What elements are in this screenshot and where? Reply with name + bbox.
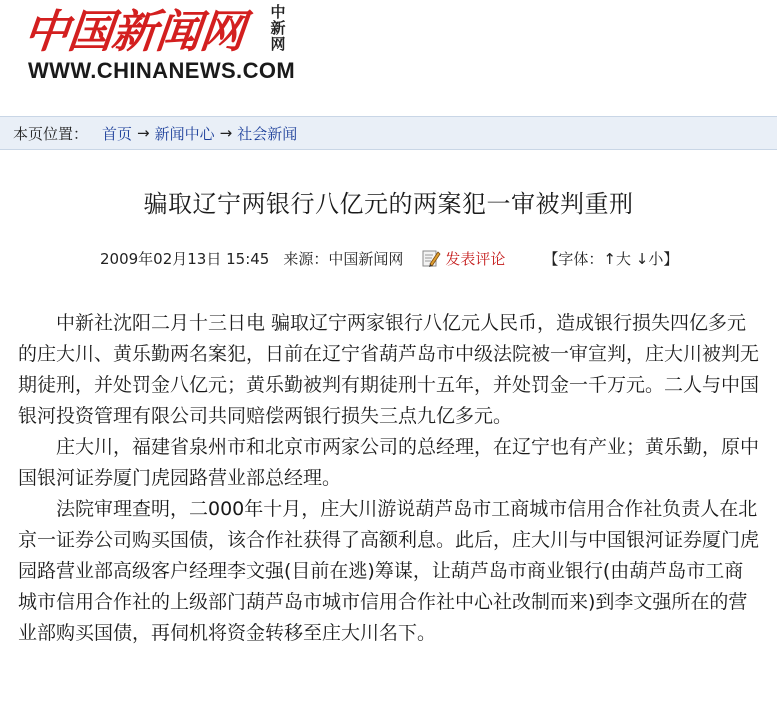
site-header [0, 0, 777, 116]
font-large-button[interactable]: ↑大 [603, 249, 631, 268]
article-title: 骗取辽宁两银行八亿元的两案犯一审被判重刑 [143, 190, 634, 218]
breadcrumb-arrow-icon: → [137, 124, 150, 142]
breadcrumb-arrow-icon: → [219, 124, 233, 142]
article-source: 中国新闻网 [328, 249, 404, 268]
breadcrumb-social-news-link[interactable]: 社会新闻 [237, 124, 298, 143]
article-body [0, 308, 777, 649]
font-size-close: 】 [663, 249, 679, 268]
article-meta [0, 246, 777, 270]
logo-side-text: 中新网 [270, 3, 286, 53]
post-comment-label: 发表评论 [445, 249, 506, 268]
source-label: 来源： [283, 249, 329, 268]
article-paragraph: 庄大川，福建省泉州市和北京市两家公司的总经理，在辽宁也有产业；黄乐勤，原中国银河证券厦门虎园路营业部总经理。 [18, 436, 760, 489]
font-size-control [543, 248, 678, 269]
breadcrumb-home-link[interactable]: 首页 [102, 124, 133, 143]
article-paragraph: 法院审理查明，二000年十月，庄大川游说葫芦岛市工商城市信用合作社负责人在北京一证券公司购买国债，该合作社获得了高额利息。此后，庄大川与中国银河证券厦门虎园路营业部高级客户经理李文强(目前在逃)筹谋，让葫芦岛市商业银行(由葫芦岛市工商城市信用合作社的上级部门葫芦岛市城市信用合作社中心社改制而来)到李文强所在的营业部购买国债，再伺机将资金转移至庄大川名下。 [18, 498, 760, 644]
article-date: 2009年02月13日 15:45 [100, 249, 270, 268]
breadcrumb [0, 116, 777, 150]
breadcrumb-label: 本页位置： [13, 124, 89, 143]
post-comment-link[interactable] [421, 248, 505, 269]
breadcrumb-news-center-link[interactable]: 新闻中心 [154, 124, 215, 143]
pencil-icon [421, 248, 441, 268]
article-paragraph: 中新社沈阳二月十三日电 骗取辽宁两家银行八亿元人民币，造成银行损失四亿多元的庄大川、黄乐勤两名案犯，日前在辽宁省葫芦岛市中级法院被一审宣判，庄大川被判无期徒刑，并处罚金八亿元；黄乐勤被判有期徒刑十五年，并处罚金一千万元。二人与中国银河投资管理有限公司共同赔偿两银行损失三点九亿多元。 [18, 312, 760, 427]
site-url[interactable]: WWW.CHINANEWS.COM [28, 58, 296, 83]
font-size-label: 【字体： [543, 249, 604, 268]
font-small-button[interactable]: ↓小 [635, 249, 664, 268]
site-logo[interactable]: 中国新闻网 [21, 5, 247, 58]
